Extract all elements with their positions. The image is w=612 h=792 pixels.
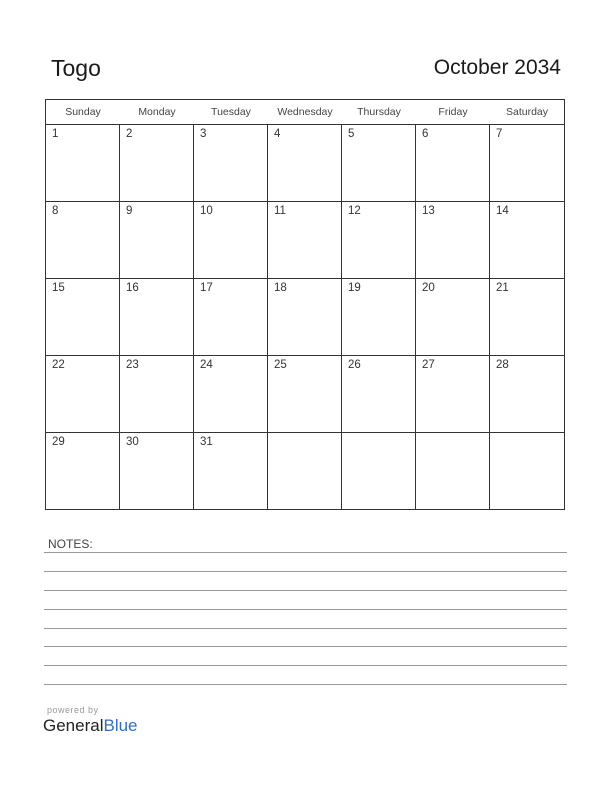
day-number: 21 (496, 282, 509, 294)
day-number: 16 (126, 282, 139, 294)
day-cell (194, 356, 268, 433)
day-number: 2 (126, 128, 133, 140)
day-cell (46, 202, 120, 279)
day-number: 19 (348, 282, 361, 294)
powered-by-text: powered by (47, 705, 99, 715)
day-number: 8 (52, 205, 59, 217)
day-cell (342, 356, 416, 433)
day-cell (490, 202, 564, 279)
day-cell (416, 356, 490, 433)
day-number: 12 (348, 205, 361, 217)
day-cell (268, 279, 342, 356)
day-number: 24 (200, 359, 213, 371)
day-number: 30 (126, 436, 139, 448)
day-cell (194, 202, 268, 279)
day-cell (490, 279, 564, 356)
day-number: 17 (200, 282, 213, 294)
day-number: 28 (496, 359, 509, 371)
day-cell (342, 433, 416, 510)
weekday-label: Tuesday (211, 106, 251, 118)
day-number: 7 (496, 128, 503, 140)
day-cell (416, 202, 490, 279)
day-cell (342, 202, 416, 279)
day-cell (120, 125, 194, 202)
notes-line (44, 684, 567, 685)
day-cell (416, 125, 490, 202)
day-number: 27 (422, 359, 435, 371)
day-number: 20 (422, 282, 435, 294)
calendar-grid (45, 99, 565, 510)
day-number: 25 (274, 359, 287, 371)
day-cell (416, 279, 490, 356)
day-number: 4 (274, 128, 281, 140)
notes-line (44, 590, 567, 591)
weekday-label: Thursday (357, 106, 401, 118)
day-cell (416, 433, 490, 510)
day-cell (342, 125, 416, 202)
day-number: 13 (422, 205, 435, 217)
day-cell (120, 279, 194, 356)
day-number: 14 (496, 205, 509, 217)
country-title: Togo (51, 55, 101, 81)
generalblue-logo (43, 716, 138, 736)
day-number: 18 (274, 282, 287, 294)
day-number: 22 (52, 359, 65, 371)
day-cell (46, 356, 120, 433)
day-number: 11 (274, 205, 286, 217)
notes-line (44, 646, 567, 647)
notes-line (44, 552, 567, 553)
notes-label: NOTES: (48, 537, 93, 551)
day-cell (490, 356, 564, 433)
weekday-label: Saturday (505, 106, 549, 118)
day-cell (46, 279, 120, 356)
brand-blue: Blue (103, 716, 138, 735)
day-number: 26 (348, 359, 361, 371)
day-cell (490, 433, 564, 510)
day-cell (120, 202, 194, 279)
day-number: 29 (52, 436, 65, 448)
brand-general: General (43, 716, 104, 735)
day-cell (120, 356, 194, 433)
day-number: 6 (422, 128, 429, 140)
day-cell (120, 433, 194, 510)
day-cell (342, 279, 416, 356)
notes-line (44, 665, 567, 666)
day-number: 23 (126, 359, 139, 371)
weekday-label: Friday (438, 106, 468, 118)
day-number: 15 (52, 282, 65, 294)
day-cell (268, 433, 342, 510)
day-cells (46, 125, 564, 510)
day-cell (46, 125, 120, 202)
day-cell (268, 202, 342, 279)
month-year-title: October 2034 (433, 56, 561, 79)
day-cell (268, 125, 342, 202)
weekday-label: Monday (138, 106, 176, 118)
notes-line (44, 609, 567, 610)
day-number: 3 (200, 128, 207, 140)
day-cell (194, 125, 268, 202)
day-cell (194, 279, 268, 356)
weekday-label: Sunday (65, 106, 101, 118)
weekday-header-row (46, 100, 564, 125)
day-number: 10 (200, 205, 213, 217)
day-number: 5 (348, 128, 355, 140)
day-number: 9 (126, 205, 133, 217)
day-cell (490, 125, 564, 202)
day-cell (268, 356, 342, 433)
day-number: 31 (200, 436, 213, 448)
day-cell (46, 433, 120, 510)
weekday-label: Wednesday (277, 106, 333, 118)
day-number: 1 (52, 128, 59, 140)
notes-line (44, 571, 567, 572)
day-cell (194, 433, 268, 510)
notes-line (44, 628, 567, 629)
